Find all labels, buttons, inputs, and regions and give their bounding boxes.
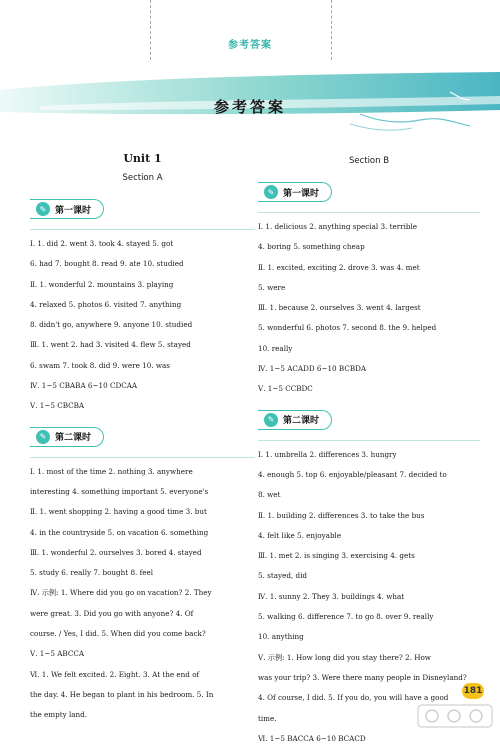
answer-block (30, 466, 255, 722)
answer-line: Ⅳ. 1~5 CBABA 6~10 CDCAA (30, 381, 138, 391)
lesson-header-4 (258, 404, 480, 441)
answer-line: 5. walking 6. difference 7. to go 8. over 9. really (258, 612, 434, 622)
answer-line: 4. boring 5. something cheap (258, 242, 365, 252)
answer-line: Ⅴ. 1~5 ABCCA (30, 649, 85, 659)
section-title-a: Section A (122, 173, 163, 183)
answer-line: Ⅴ. 1~5 CBCBA (30, 401, 85, 411)
header-label: 参考答案 (228, 40, 272, 51)
answer-line: 8. didn't go, anywhere 9. anyone 10. studied (30, 320, 193, 330)
leaf-icon: ✎ (264, 413, 278, 427)
lesson-title: 第二课时 (283, 416, 320, 427)
answer-line: 6. swam 7. took 8. did 9. were 10. was (30, 360, 170, 370)
answer-line: 4. enough 5. top 6. enjoyable/pleasant 7. decided to (258, 469, 447, 479)
answer-line: Ⅴ. 1~5 CCBDC (258, 384, 313, 394)
left-column (30, 150, 255, 730)
answer-line: was your trip? 3. Were there many people in Disneyland? (258, 672, 467, 682)
lesson-header-3 (258, 176, 480, 213)
lesson-title: 第二课时 (55, 433, 92, 444)
answer-line: Ⅳ. 1. sunny 2. They 3. buildings 4. what (258, 591, 405, 601)
answer-line: Ⅳ. 1~5 ACADD 6~10 BCBDA (258, 364, 367, 374)
answer-line: Ⅰ. 1. did 2. went 3. took 4. stayed 5. got (30, 239, 174, 248)
answer-line: Ⅱ. 1. went shopping 2. having a good time 3. but (30, 507, 207, 517)
page-title: 参考答案 (213, 98, 286, 116)
answer-line: Ⅲ. 1. wonderful 2. ourselves 3. bored 4. stayed (30, 547, 202, 557)
header-frame (150, 0, 332, 60)
leaf-icon: ✎ (36, 430, 50, 444)
answer-line: 5. were (258, 282, 286, 292)
page-number-badge: 181 (462, 683, 484, 699)
answer-line: 5. study 6. really 7. bought 8. feel (30, 568, 154, 578)
section-title-b: Section B (348, 156, 390, 166)
answer-line: Ⅰ. 1. umbrella 2. differences 3. hungry (258, 449, 397, 459)
leaf-icon: ✎ (36, 202, 50, 216)
answer-line: 8. wet (258, 490, 281, 500)
answer-line: Ⅰ. 1. delicious 2. anything special 3. terrible (258, 222, 418, 231)
answer-line: 4. relaxed 5. photos 6. visited 7. anything (30, 299, 182, 309)
answer-line: time. (258, 713, 277, 723)
answer-line: Ⅱ. 1. building 2. differences 3. to take the bus (258, 510, 425, 520)
right-column (258, 150, 480, 753)
unit-title: Unit 1 (123, 152, 162, 165)
answer-line: 4. felt like 5. enjoyable (258, 530, 342, 540)
answer-line: 4. in the countryside 5. on vacation 6. something (30, 527, 209, 537)
answer-line: 5. stayed, did (258, 571, 307, 581)
answer-line: Ⅳ. 示例: 1. Where did you go on vacation? 2. They (30, 588, 212, 598)
lesson-header-1 (30, 193, 255, 230)
answer-line: 4. Of course, I did. 5. If you do, you will have a good (258, 693, 449, 703)
answer-line: 5. wonderful 6. photos 7. second 8. the 9. helped (258, 323, 437, 333)
answer-line: Ⅰ. 1. most of the time 2. nothing 3. anywhere (30, 466, 193, 476)
answer-line: Ⅵ. 1. We felt excited. 2. Eight. 3. At the end of (30, 669, 200, 679)
answer-line: Ⅴ. 示例: 1. How long did you stay there? 2. How (258, 652, 431, 662)
answer-line: the day. 4. He began to plant in his bedroom. 5. In (30, 689, 214, 699)
answer-line: Ⅱ. 1. excited, exciting 2. drove 3. was 4. met (258, 262, 420, 272)
answer-line: Ⅱ. 1. wonderful 2. mountains 3. playing (30, 279, 174, 289)
answer-line: 6. had 7. bought 8. read 9. ate 10. studied (30, 259, 184, 269)
answer-line: Ⅲ. 1. because 2. ourselves 3. went 4. largest (258, 303, 421, 313)
answer-block (258, 449, 480, 746)
answer-line: were great. 3. Did you go with anyone? 4. Of (30, 608, 194, 618)
answer-line: Ⅲ. 1. went 2. had 3. visited 4. flew 5. stayed (30, 340, 191, 350)
answer-line: Ⅲ. 1. met 2. is singing 3. exercising 4. gets (258, 551, 415, 561)
answer-line: interesting 4. something important 5. everyone's (30, 486, 209, 496)
answer-block (258, 221, 480, 396)
answer-line: the empty land. (30, 710, 88, 720)
watermark-logo-icon (414, 703, 496, 737)
lesson-title: 第一课时 (283, 188, 320, 199)
lesson-title: 第一课时 (55, 205, 92, 216)
lesson-header-2 (30, 421, 255, 458)
leaf-icon: ✎ (264, 185, 278, 199)
answer-line: Ⅵ. 1~5 BACCA 6~10 BCACD (258, 733, 366, 743)
answer-line: course. / Yes, I did. 5. When did you come back? (30, 629, 206, 639)
answer-line: 10. really (258, 343, 293, 353)
answer-block (30, 238, 255, 413)
answer-line: 10. anything (258, 632, 304, 642)
